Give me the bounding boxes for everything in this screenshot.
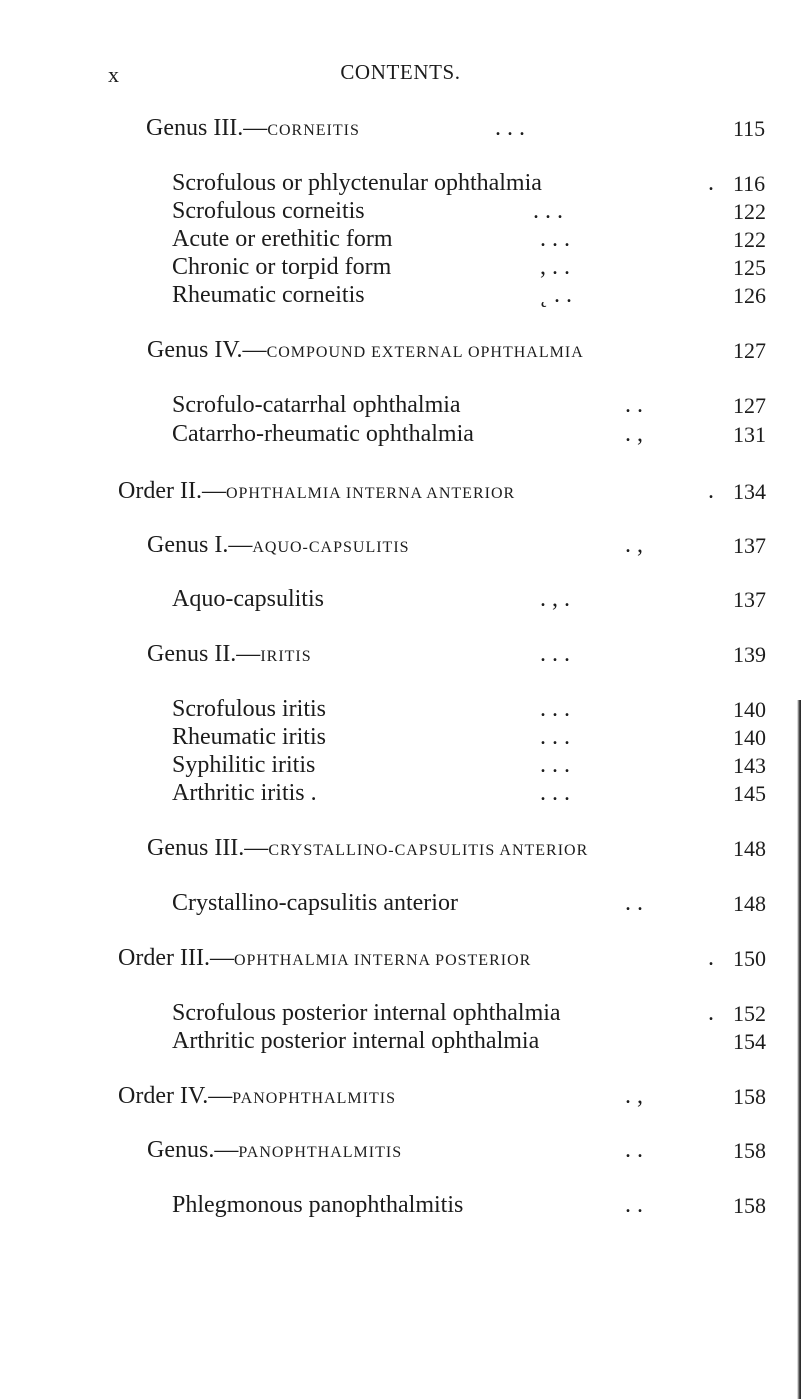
entry-page: 145 (733, 781, 766, 806)
entry-page: 158 (733, 1138, 766, 1163)
leader-dots: . . (625, 1137, 643, 1163)
entry-title: Syphilitic iritis (172, 752, 316, 778)
entry-page: 122 (733, 227, 766, 252)
toc-entry (0, 752, 801, 782)
entry-title: Genus III.—CORNEITIS (146, 115, 360, 141)
entry-title: Scrofulous or phlyctenular ophthalmia (172, 170, 542, 196)
entry-page: 154 (733, 1029, 766, 1054)
leader-dots: . (708, 170, 714, 196)
entry-page: 150 (733, 946, 766, 971)
entry-title: Acute or erethitic form (172, 226, 393, 252)
entry-title: Scrofulous posterior internal ophthalmia (172, 1000, 561, 1026)
leader-dots: . . . (533, 198, 563, 224)
toc-entry (0, 890, 801, 920)
toc-entry (0, 945, 801, 975)
toc-entry (0, 1083, 801, 1113)
leader-dots: . . (625, 890, 643, 916)
leader-dots: . , (625, 532, 643, 558)
entry-page: 140 (733, 725, 766, 750)
entry-page: 127 (733, 393, 766, 418)
toc-entry (0, 392, 801, 422)
entry-title: Scrofulous corneitis (172, 198, 365, 224)
entry-page: 140 (733, 697, 766, 722)
entry-page: 122 (733, 199, 766, 224)
entry-title: Genus II.—IRITIS (147, 641, 312, 667)
toc-entry (0, 170, 801, 200)
leader-dots: . , . (540, 586, 570, 612)
leader-dots: . (708, 1000, 714, 1026)
leader-dots: . . . (540, 641, 570, 667)
toc-entry (0, 198, 801, 228)
toc-entry (0, 641, 801, 671)
toc-entry (0, 1000, 801, 1030)
toc-entry (0, 532, 801, 562)
entry-page: 125 (733, 255, 766, 280)
leader-dots: . , (625, 1083, 643, 1109)
toc-entry (0, 696, 801, 726)
entry-title: Order IV.—PANOPHTHALMITIS (118, 1083, 396, 1109)
entry-page: 137 (733, 533, 766, 558)
toc-entry (0, 421, 801, 451)
page-number: x (108, 62, 119, 87)
entry-title: Scrofulo-catarrhal ophthalmia (172, 392, 461, 418)
entry-page: 137 (733, 587, 766, 612)
leader-dots: . (708, 478, 714, 504)
entry-page: 148 (733, 891, 766, 916)
leader-dots: . . (625, 1192, 643, 1218)
toc-entry (0, 1192, 801, 1222)
entry-title: Genus.—PANOPHTHALMITIS (147, 1137, 403, 1163)
leader-dots: , . . (540, 254, 570, 280)
entry-page: 115 (733, 116, 766, 141)
leader-dots: . . . (540, 226, 570, 252)
entry-title: Arthritic posterior internal ophthalmia (172, 1028, 540, 1054)
entry-page: 126 (733, 283, 766, 308)
toc-entry (0, 1137, 801, 1167)
entry-title: Order III.—OPHTHALMIA INTERNA POSTERIOR (118, 945, 532, 971)
entry-page: 143 (733, 753, 766, 778)
leader-dots: . . . (540, 696, 570, 722)
entry-title: Order II.—OPHTHALMIA INTERNA ANTERIOR (118, 478, 516, 504)
entry-title: Genus IV.—COMPOUND EXTERNAL OPHTHALMIA (147, 337, 584, 363)
toc-entry (0, 835, 801, 865)
page-edge-shadow (797, 700, 801, 1399)
toc-entry (0, 780, 801, 810)
entry-title: Rheumatic corneitis (172, 282, 365, 308)
toc-entry (0, 282, 801, 312)
leader-dots: . (708, 945, 714, 971)
leader-dots: ˛ . . (540, 282, 572, 308)
leader-dots: . . . (495, 115, 525, 141)
entry-title: Scrofulous iritis (172, 696, 326, 722)
toc-entry (0, 478, 801, 508)
entry-title: Phlegmonous panophthalmitis (172, 1192, 464, 1218)
entry-page: 131 (733, 422, 766, 447)
toc-entry (0, 254, 801, 284)
entry-page: 148 (733, 836, 766, 861)
entry-title: Crystallino-capsulitis anterior (172, 890, 458, 916)
toc-entry (0, 586, 801, 616)
leader-dots: . . . (540, 780, 570, 806)
entry-title: Chronic or torpid form (172, 254, 392, 280)
toc-entry (0, 226, 801, 256)
entry-page: 158 (733, 1084, 766, 1109)
toc-entry (0, 115, 801, 145)
entry-title: Genus III.—CRYSTALLINO-CAPSULITIS ANTERIOR (147, 835, 589, 861)
leader-dots: . . (625, 392, 643, 418)
toc-entry (0, 724, 801, 754)
entry-page: 134 (733, 479, 766, 504)
entry-page: 158 (733, 1193, 766, 1218)
toc-entry (0, 337, 801, 367)
entry-title: Aquo-capsulitis (172, 586, 324, 612)
entry-title: Arthritic iritis . (172, 780, 317, 806)
running-header: CONTENTS. (340, 60, 461, 84)
entry-title: Genus I.—AQUO-CAPSULITIS (147, 532, 410, 558)
entry-title: Rheumatic iritis (172, 724, 326, 750)
toc-entry (0, 1028, 801, 1058)
entry-page: 127 (733, 338, 766, 363)
leader-dots: . . . (540, 724, 570, 750)
leader-dots: . . . (540, 752, 570, 778)
entry-page: 139 (733, 642, 766, 667)
entry-page: 152 (733, 1001, 766, 1026)
entry-page: 116 (733, 171, 766, 196)
leader-dots: . , (625, 421, 643, 447)
entry-title: Catarrho-rheumatic ophthalmia (172, 421, 474, 447)
